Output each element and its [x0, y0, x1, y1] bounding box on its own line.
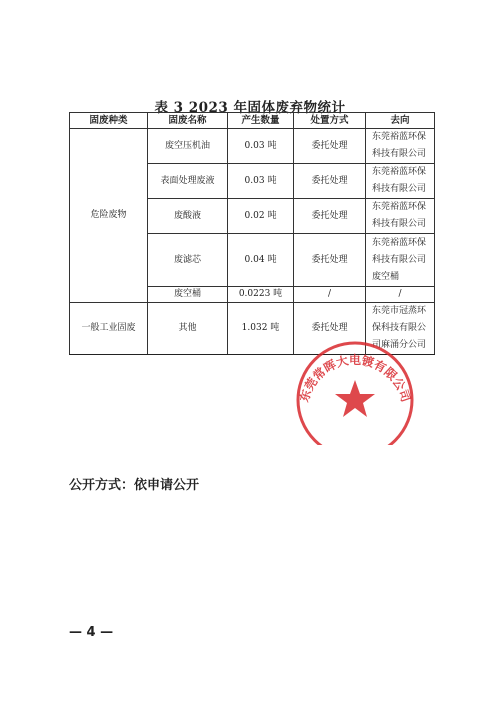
disclosure-label: 公开方式： [69, 478, 135, 493]
header-method: 处置方式 [294, 113, 366, 129]
category-cell-general: 一般工业固废 [70, 303, 148, 355]
quantity-cell: 0.04 吨 [228, 234, 294, 287]
solid-waste-table [69, 112, 435, 355]
header-category: 固废种类 [70, 113, 148, 129]
disclosure-method [69, 474, 199, 493]
waste-name-cell: 废空压机油 [148, 129, 228, 164]
category-cell-hazardous: 危险废物 [70, 129, 148, 303]
quantity-cell: 0.03 吨 [228, 164, 294, 199]
quantity-cell: 1.032 吨 [228, 303, 294, 355]
page-number: — 4 — [69, 625, 114, 640]
method-cell: 委托处理 [294, 234, 366, 287]
method-cell: 委托处理 [294, 199, 366, 234]
method-cell: 委托处理 [294, 129, 366, 164]
destination-cell: / [366, 287, 435, 303]
destination-cell: 东莞市冠蒸环保科技有限公司麻涌分公司 [366, 303, 435, 355]
table-title: 表 3 2023 年固体废弃物统计 [154, 100, 346, 116]
quantity-cell: 0.02 吨 [228, 199, 294, 234]
destination-cell: 东莞裕蓝环保科技有限公司 [366, 199, 435, 234]
waste-name-cell: 表面处理废液 [148, 164, 228, 199]
company-seal-stamp [280, 340, 430, 445]
quantity-cell: 0.03 吨 [228, 129, 294, 164]
method-cell: 委托处理 [294, 164, 366, 199]
table-row [70, 129, 435, 164]
destination-cell: 东莞裕蓝环保科技有限公司 [366, 129, 435, 164]
waste-name-cell: 废空桶 [148, 287, 228, 303]
waste-name-cell: 废酸液 [148, 199, 228, 234]
waste-name-cell: 废滤芯 [148, 234, 228, 287]
method-cell: 委托处理 [294, 303, 366, 355]
header-destination: 去向 [366, 113, 435, 129]
disclosure-value: 依申请公开 [134, 478, 200, 493]
destination-cell: 东莞裕蓝环保科技有限公司废空桶 [366, 234, 435, 287]
header-quantity: 产生数量 [228, 113, 294, 129]
table-header-row [70, 113, 435, 129]
stamp-star-icon [335, 380, 375, 417]
waste-name-cell: 其他 [148, 303, 228, 355]
header-name: 固废名称 [148, 113, 228, 129]
destination-cell: 东莞裕蓝环保科技有限公司 [366, 164, 435, 199]
quantity-cell: 0.0223 吨 [228, 287, 294, 303]
stamp-text: 东莞常晖大电镀有限公司 [297, 353, 413, 404]
method-cell: / [294, 287, 366, 303]
